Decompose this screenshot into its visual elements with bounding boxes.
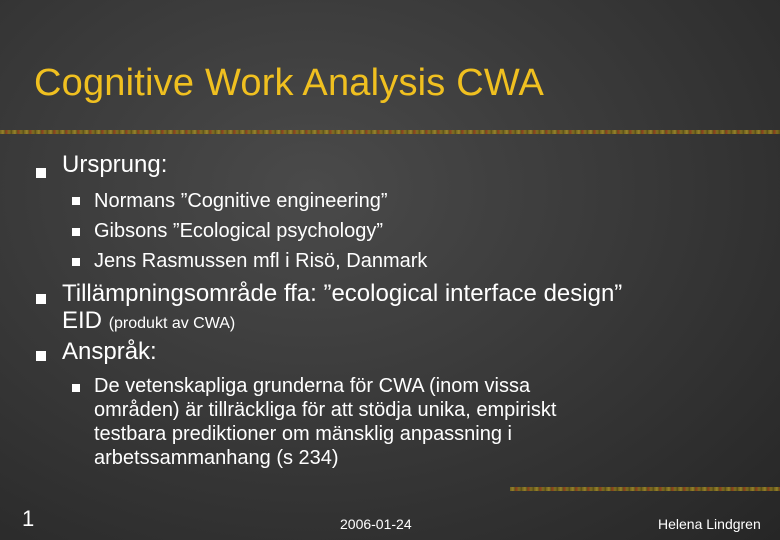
bullet-tillampning-line2 [62, 307, 235, 337]
bullet-ursprung: Ursprung: [62, 151, 168, 178]
sub-bullet-ansprak-line2: områden) är tillräckliga för att stödja unika, empiriskt [94, 399, 557, 421]
sub-bullet-ansprak-line3: testbara prediktioner om mänsklig anpassning i [94, 423, 512, 445]
slide-title: Cognitive Work Analysis CWA [34, 62, 545, 104]
eid-note: (produkt av CWA) [108, 315, 236, 332]
title-divider [0, 130, 780, 134]
sub-bullet-marker [72, 228, 80, 236]
sub-bullet-norman: Normans ”Cognitive engineering” [94, 190, 388, 212]
eid-label: EID [62, 307, 109, 334]
bullet-tillampning-line1: Tillämpningsområde ffa: ”ecological interface design” [62, 280, 623, 307]
sub-bullet-marker [72, 258, 80, 266]
sub-bullet-marker [72, 384, 80, 392]
sub-bullet-rasmussen: Jens Rasmussen mfl i Risö, Danmark [94, 250, 428, 272]
sub-bullet-ansprak-line4: arbetssammanhang (s 234) [94, 447, 339, 469]
bullet-marker [36, 351, 46, 361]
sub-bullet-ansprak-line1: De vetenskapliga grunderna för CWA (inom vissa [94, 375, 531, 397]
bullet-marker [36, 168, 46, 178]
footer-author: Helena Lindgren [658, 516, 761, 532]
slide-number: 1 [22, 506, 35, 531]
bullet-marker [36, 294, 46, 304]
footer-divider [510, 487, 780, 491]
footer-date: 2006-01-24 [340, 516, 412, 532]
sub-bullet-marker [72, 197, 80, 205]
bullet-ansprak: Anspråk: [62, 338, 157, 365]
sub-bullet-gibson: Gibsons ”Ecological psychology” [94, 220, 384, 242]
